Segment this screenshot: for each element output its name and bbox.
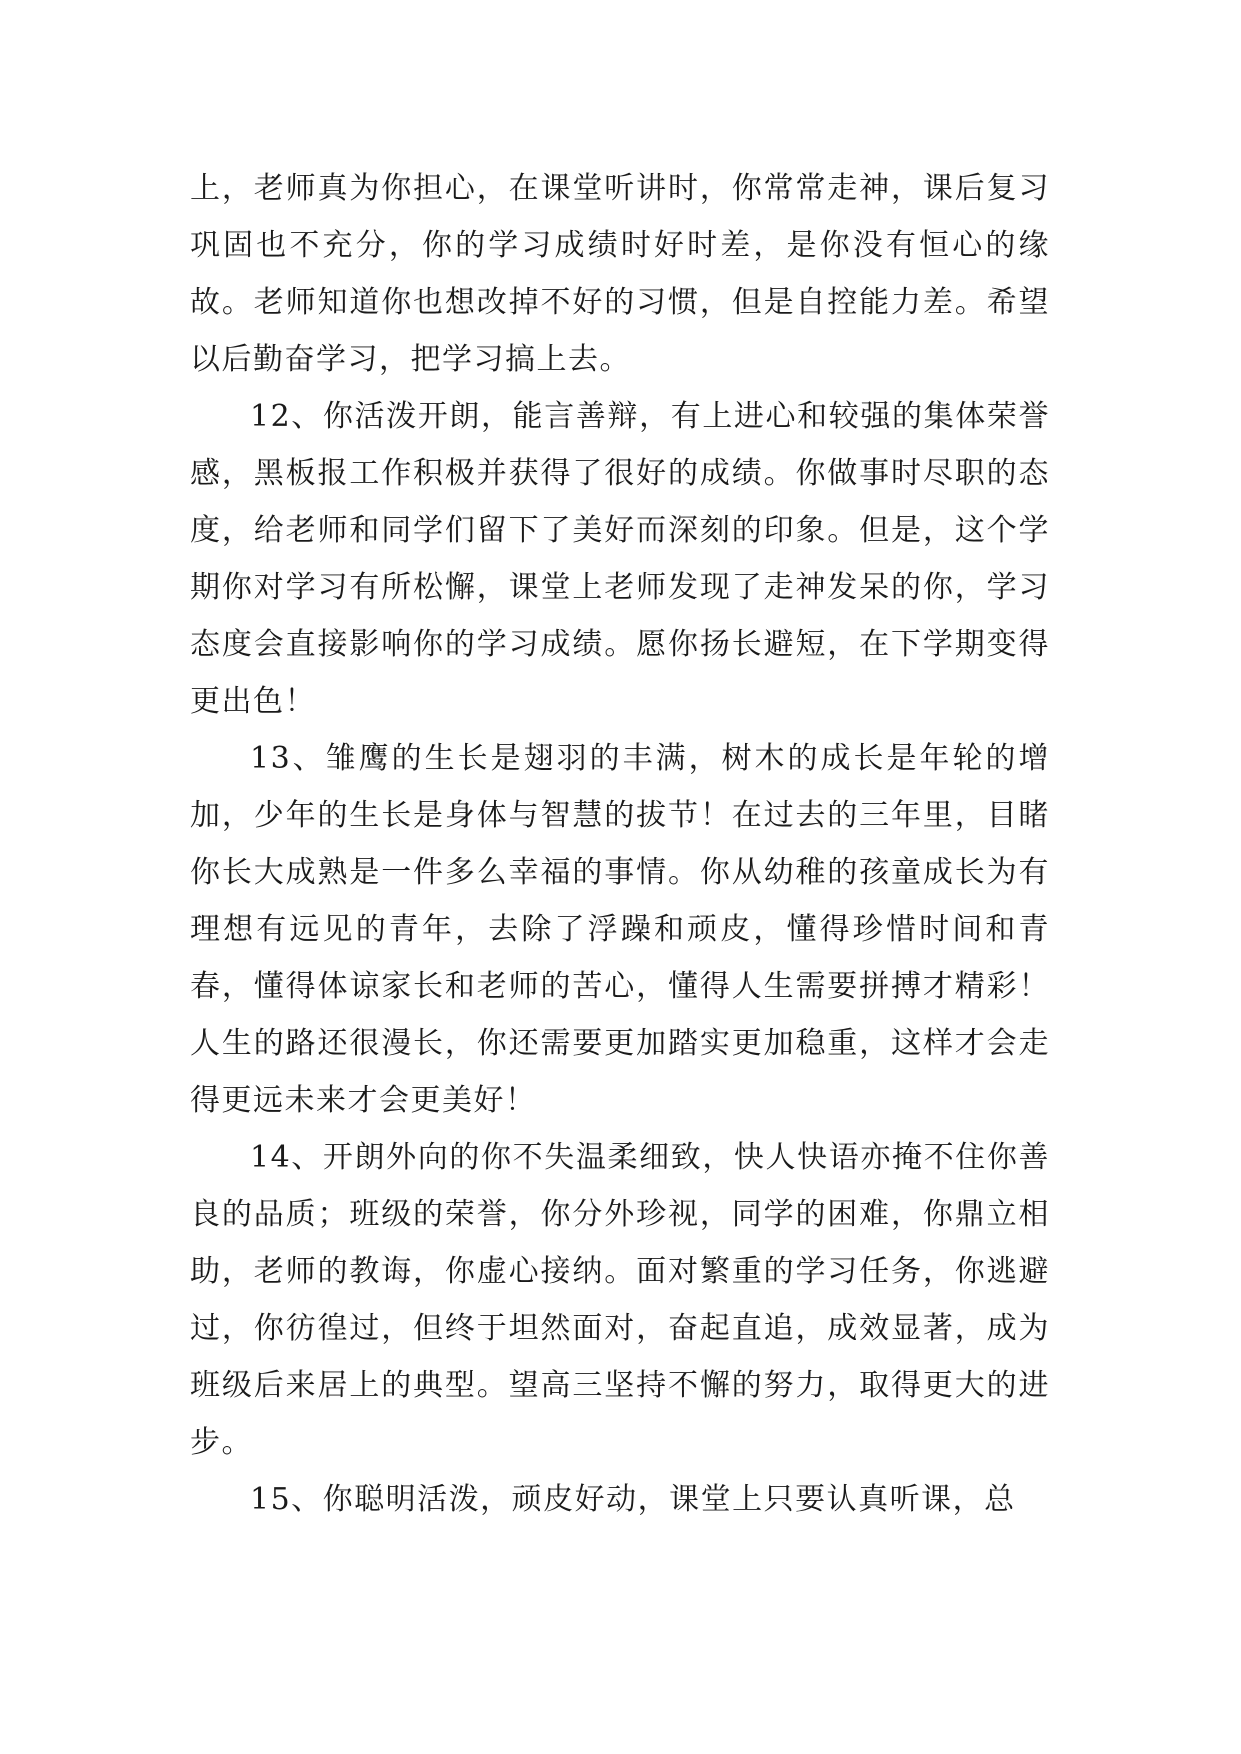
paragraph-comment-15: 15、你聪明活泼，顽皮好动，课堂上只要认真听课，总 [250, 1482, 1016, 1517]
paragraph-comment-12: 12、你活泼开朗，能言善辩，有上进心和较强的集体荣誉感，黑板报工作积极并获得了很好的成绩。你做事时尽职的态度，给老师和同学们留下了美好而深刻的印象。但是，这个学期你对学习有所松懈，课堂上老师发现了走神发呆的你，学习态度会直接影响你的学习成绩。愿你扬长避短，在下学期变得更出色！ [190, 399, 1050, 719]
paragraph-continuation: 上，老师真为你担心，在课堂听讲时，你常常走神，课后复习巩固也不充分，你的学习成绩时好时差，是你没有恒心的缘故。老师知道你也想改掉不好的习惯，但是自控能力差。希望以后勤奋学习，把学习搞上去。 [190, 171, 1050, 377]
paragraph-comment-14: 14、开朗外向的你不失温柔细致，快人快语亦掩不住你善良的品质；班级的荣誉，你分外珍视，同学的困难，你鼎立相助，老师的教诲，你虚心接纳。面对繁重的学习任务，你逃避过，你彷徨过，但终于坦然面对，奋起直追，成效显著，成为班级后来居上的典型。望高三坚持不懈的努力，取得更大的进步。 [190, 1140, 1050, 1460]
paragraph-comment-13: 13、雏鹰的生长是翅羽的丰满，树木的成长是年轮的增加，少年的生长是身体与智慧的拔节！在过去的三年里，目睹你长大成熟是一件多么幸福的事情。你从幼稚的孩童成长为有理想有远见的青年，去除了浮躁和顽皮，懂得珍惜时间和青春，懂得体谅家长和老师的苦心，懂得人生需要拼搏才精彩！人生的路还很漫长，你还需要更加踏实更加稳重，这样才会走得更远未来才会更美好！ [190, 741, 1050, 1118]
document-body [190, 160, 1050, 1528]
